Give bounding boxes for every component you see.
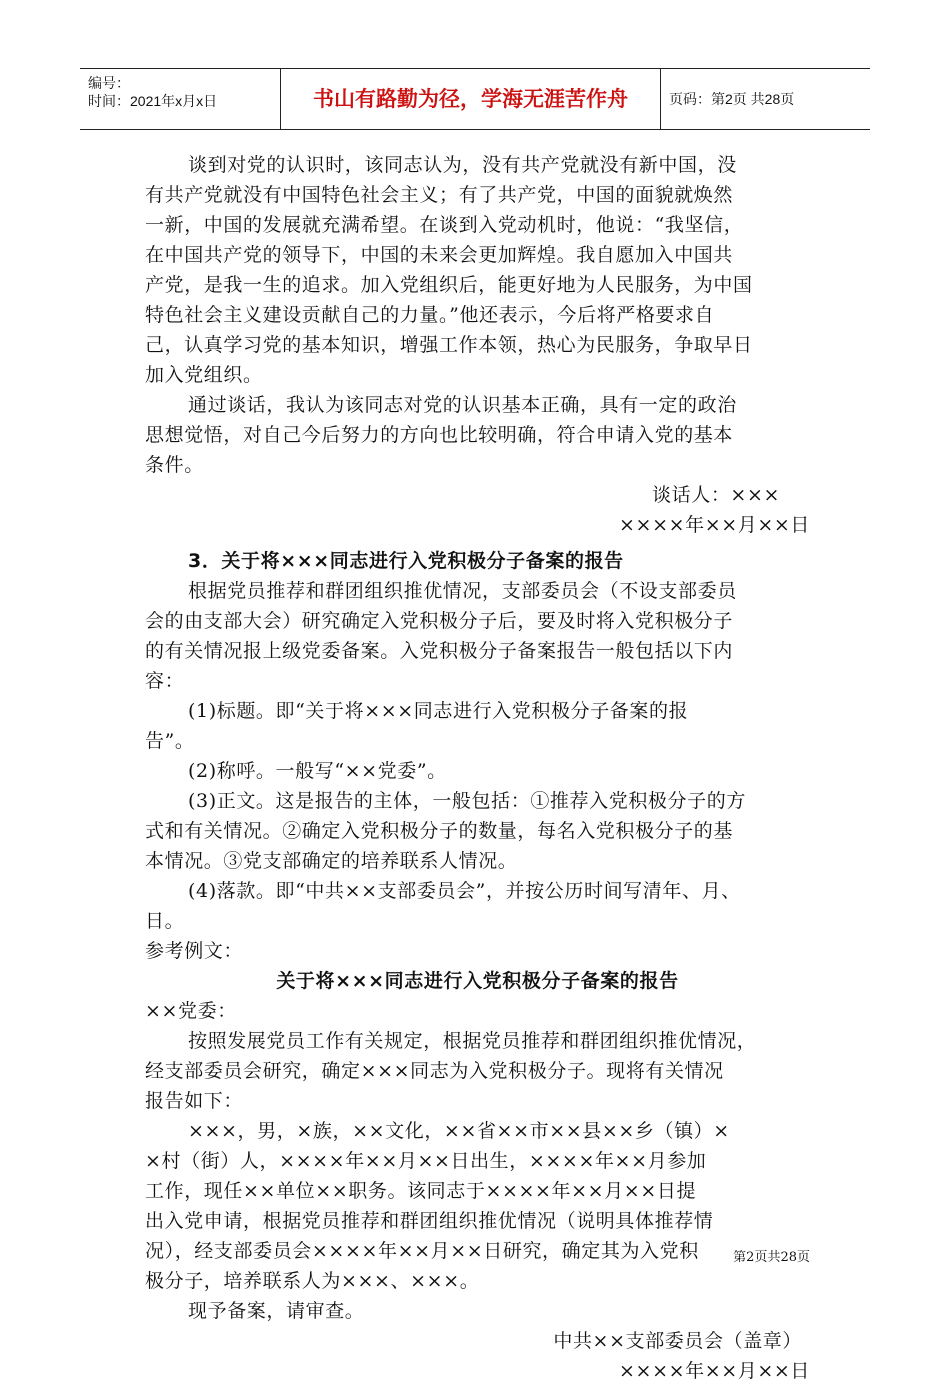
list-item: 告”。	[145, 730, 195, 752]
header-meta	[80, 69, 281, 129]
text-line: 报告如下：	[145, 1090, 244, 1112]
header-motto: 书山有路勤为径，学海无涯苦作舟	[281, 69, 661, 129]
text-line: 己，认真学习党的基本知识，增强工作本领，热心为民服务，争取早日	[145, 334, 753, 356]
text-line: ×村（街）人，××××年××月××日出生，××××年××月参加	[145, 1150, 707, 1172]
text-line: 经支部委员会研究，确定×××同志为入党积极分子。现将有关情况	[145, 1060, 724, 1082]
list-item: (3)正文。这是报告的主体，一般包括：①推荐入党积极分子的方	[188, 790, 746, 812]
text-line: 谈到对党的认识时，该同志认为，没有共产党就没有新中国，没	[188, 154, 737, 176]
page-header	[80, 68, 870, 130]
header-page-label: 页码：第2页 共28页	[669, 91, 795, 107]
text-line: 出入党申请，根据党员推荐和群团组织推优情况（说明具体推荐情	[145, 1210, 714, 1232]
example-label: 参考例文：	[145, 940, 244, 962]
text-line: 会的由支部大会）研究确定入党积极分子后，要及时将入党积极分子	[145, 610, 734, 632]
doc-number-label: 编号：	[88, 75, 130, 91]
text-line: 在中国共产党的领导下，中国的未来会更加辉煌。我自愿加入中国共	[145, 244, 734, 266]
text-line: 加入党组织。	[145, 364, 263, 386]
text-line: 根据党员推荐和群团组织推优情况，支部委员会（不设支部委员	[188, 580, 737, 602]
text-line: 容：	[145, 670, 185, 692]
text-line: 特色社会主义建设贡献自己的力量。”他还表示，今后将严格要求自	[145, 304, 715, 326]
text-line: 工作，现任××单位××职务。该同志于××××年××月××日提	[145, 1180, 697, 1202]
committee-signature: 中共××支部委员会（盖章）	[553, 1330, 802, 1352]
example-title: 关于将×××同志进行入党积极分子备案的报告	[276, 970, 679, 992]
salutation: ××党委：	[145, 1000, 237, 1022]
page-footer: 第2页共28页	[733, 1250, 810, 1265]
text-line: 有共产党就没有中国特色社会主义；有了共产党，中国的面貌就焕然	[145, 184, 734, 206]
text-line: 按照发展党员工作有关规定，根据党员推荐和群团组织推优情况，	[188, 1030, 757, 1052]
text-line: 极分子，培养联系人为×××、×××。	[145, 1270, 480, 1292]
text-line: 况），经支部委员会××××年××月××日研究，确定其为入党积	[145, 1240, 699, 1262]
text-line: ×××，男，×族，××文化，××省××市××县××乡（镇）×	[188, 1120, 730, 1142]
text-line: 条件。	[145, 454, 204, 476]
list-item: (1)标题。即“关于将×××同志进行入党积极分子备案的报	[188, 700, 689, 722]
list-item: (4)落款。即“中共××支部委员会”，并按公历时间写清年、月、	[188, 880, 741, 902]
text-line: 通过谈话，我认为该同志对党的认识基本正确，具有一定的政治	[188, 394, 737, 416]
list-item: (2)称呼。一般写“××党委”。	[188, 760, 447, 782]
text-line: 的有关情况报上级党委备案。入党积极分子备案报告一般包括以下内	[145, 640, 734, 662]
signature-date: ××××年××月××日	[619, 514, 810, 536]
section-heading: 3．关于将×××同志进行入党积极分子备案的报告	[188, 550, 624, 572]
list-item: 式和有关情况。②确定入党积极分子的数量，每名入党积极分子的基	[145, 820, 734, 842]
list-item: 日。	[145, 910, 185, 932]
text-line: 思想觉悟，对自己今后努力的方向也比较明确，符合申请入党的基本	[145, 424, 734, 446]
text-line: 现予备案，请审查。	[188, 1300, 365, 1322]
text-line: 一新，中国的发展就充满希望。在谈到入党动机时，他说：“我坚信，	[145, 214, 744, 236]
doc-date-label: 时间：2021年x月x日	[88, 93, 218, 109]
interviewer-signature: 谈话人：×××	[652, 484, 780, 506]
document-body	[145, 150, 810, 1386]
list-item: 本情况。③党支部确定的培养联系人情况。	[145, 850, 518, 872]
signature-date: ××××年××月××日	[619, 1360, 810, 1382]
text-line: 产党，是我一生的追求。加入党组织后，能更好地为人民服务，为中国	[145, 274, 753, 296]
